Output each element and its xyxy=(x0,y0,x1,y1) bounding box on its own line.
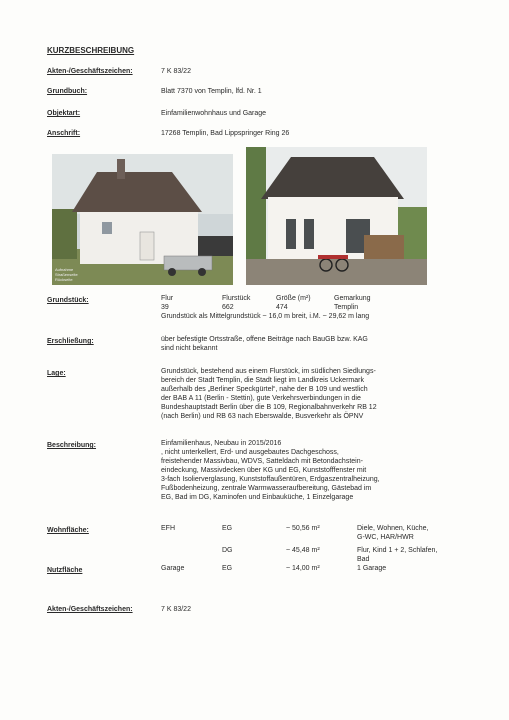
text-line: der BAB A 11 (Berlin - Stettin), gute Verkehrsverbindungen in die xyxy=(161,395,361,402)
nutzflaeche-label: Nutzfläche xyxy=(47,567,83,574)
objektart-value: Einfamilienwohnhaus und Garage xyxy=(161,110,267,117)
text-line: über befestigte Ortsstraße, offene Beiträge nach BauGB bzw. KAG xyxy=(161,336,368,343)
nutzflaeche-flaeche: ~ 14,00 m² xyxy=(286,565,320,572)
grundstueck-value-flurstueck: 662 xyxy=(222,304,234,311)
beschreibung-label: Beschreibung: xyxy=(47,442,97,449)
grundstueck-header-flur: Flur xyxy=(161,295,174,302)
grundstueck-note: Grundstück als Mittelgrundstück ~ 16,0 m breit, i.M. ~ 29,62 m lang xyxy=(161,313,370,320)
wohnflaeche-geschoss: EG xyxy=(222,525,233,532)
text-line: eindeckung, Massivdecken über KG und EG, Kunststofffenster mit xyxy=(161,467,367,474)
wohnflaeche-flaeche: ~ 45,48 m² xyxy=(286,547,320,554)
erschliessung-text xyxy=(161,335,441,353)
wohnflaeche-flaeche: ~ 50,56 m² xyxy=(286,525,320,532)
nutzflaeche-typ: Garage xyxy=(161,565,185,572)
text-line: Flur, Kind 1 + 2, Schlafen, xyxy=(357,547,438,554)
beschreibung-text xyxy=(161,439,441,502)
photo-caption-line: Straßenseite xyxy=(55,272,78,277)
photo-rueckseite xyxy=(246,147,427,285)
lage-label: Lage: xyxy=(47,370,66,377)
grundstueck-label: Grundstück: xyxy=(47,297,89,304)
grundbuch-value: Blatt 7370 von Templin, lfd. Nr. 1 xyxy=(161,88,262,95)
grundstueck-header-gemarkung: Gemarkung xyxy=(334,295,371,302)
objektart-label: Objektart: xyxy=(47,110,81,117)
text-line: , nicht unterkellert, Erd- und ausgebautes Dachgeschoss, xyxy=(161,449,339,456)
wohnflaeche-raeume xyxy=(357,524,428,542)
text-line: sind nicht bekannt xyxy=(161,345,218,352)
grundbuch-label: Grundbuch: xyxy=(47,88,88,95)
text-line: freistehender Massivbau, WDVS, Satteldach mit Betondachstein- xyxy=(161,458,363,465)
lage-text xyxy=(161,367,441,421)
text-line: Einfamilienhaus, Neubau in 2015/2016 xyxy=(161,440,282,447)
text-line: Bad xyxy=(357,556,370,563)
grundstueck-value-groesse: 474 xyxy=(276,304,288,311)
nutzflaeche-geschoss: EG xyxy=(222,565,233,572)
aktenzeichen-label: Akten-/Geschäftszeichen: xyxy=(47,68,133,75)
grundstueck-header-flurstueck: Flurstück xyxy=(222,295,251,302)
erschliessung-label: Erschließung: xyxy=(47,338,94,345)
text-line: Bundeshauptstadt Berlin über die B 109, Regionalbahnverkehr RB 12 xyxy=(161,404,377,411)
anschrift-label: Anschrift: xyxy=(47,130,81,137)
text-line: EG, Bad im DG, Kaminofen und Einbauküche, 1 Einzelgarage xyxy=(161,494,354,501)
aktenzeichen-value: 7 K 83/22 xyxy=(161,68,191,75)
wohnflaeche-raeume xyxy=(357,546,437,564)
text-line: Fußbodenheizung, zentrale Warmwasseraufbereitung, Gästebad im xyxy=(161,485,372,492)
wohnflaeche-geschoss: DG xyxy=(222,547,233,554)
grundstueck-header-groesse: Größe (m²) xyxy=(276,295,311,302)
photo-caption-line: Aufnahme xyxy=(55,267,74,272)
text-line: bereich der Stadt Templin, die Stadt liegt im Landkreis Uckermark xyxy=(161,377,364,384)
footer-aktenzeichen-value: 7 K 83/22 xyxy=(161,606,191,613)
text-line: Diele, Wohnen, Küche, xyxy=(357,525,429,532)
footer-aktenzeichen-label: Akten-/Geschäftszeichen: xyxy=(47,606,133,613)
nutzflaeche-raeume: 1 Garage xyxy=(357,565,387,572)
photo-strassenseite xyxy=(52,154,233,285)
grundstueck-value-flur: 39 xyxy=(161,304,169,311)
grundstueck-value-gemarkung: Templin xyxy=(334,304,359,311)
photo-caption-line: Rückseite xyxy=(55,277,73,282)
text-line: G-WC, HAR/HWR xyxy=(357,534,414,541)
text-line: Grundstück, bestehend aus einem Flurstück, im südlichen Siedlungs- xyxy=(161,368,376,375)
wohnflaeche-label: Wohnfläche: xyxy=(47,527,89,534)
text-line: außerhalb des „Berliner Speckgürtel“, nahe der B 109 und westlich xyxy=(161,386,368,393)
text-line: 3-fach Isolierverglasung, Kunststoffaußentüren, Erdgaszentralheizung, xyxy=(161,476,380,483)
anschrift-value: 17268 Templin, Bad Lippspringer Ring 26 xyxy=(161,130,290,137)
wohnflaeche-typ: EFH xyxy=(161,525,175,532)
page-title: KURZBESCHREIBUNG xyxy=(47,46,135,55)
text-line: (nach Berlin) und RB 63 nach Eberswalde, Busverkehr als ÖPNV xyxy=(161,413,364,420)
